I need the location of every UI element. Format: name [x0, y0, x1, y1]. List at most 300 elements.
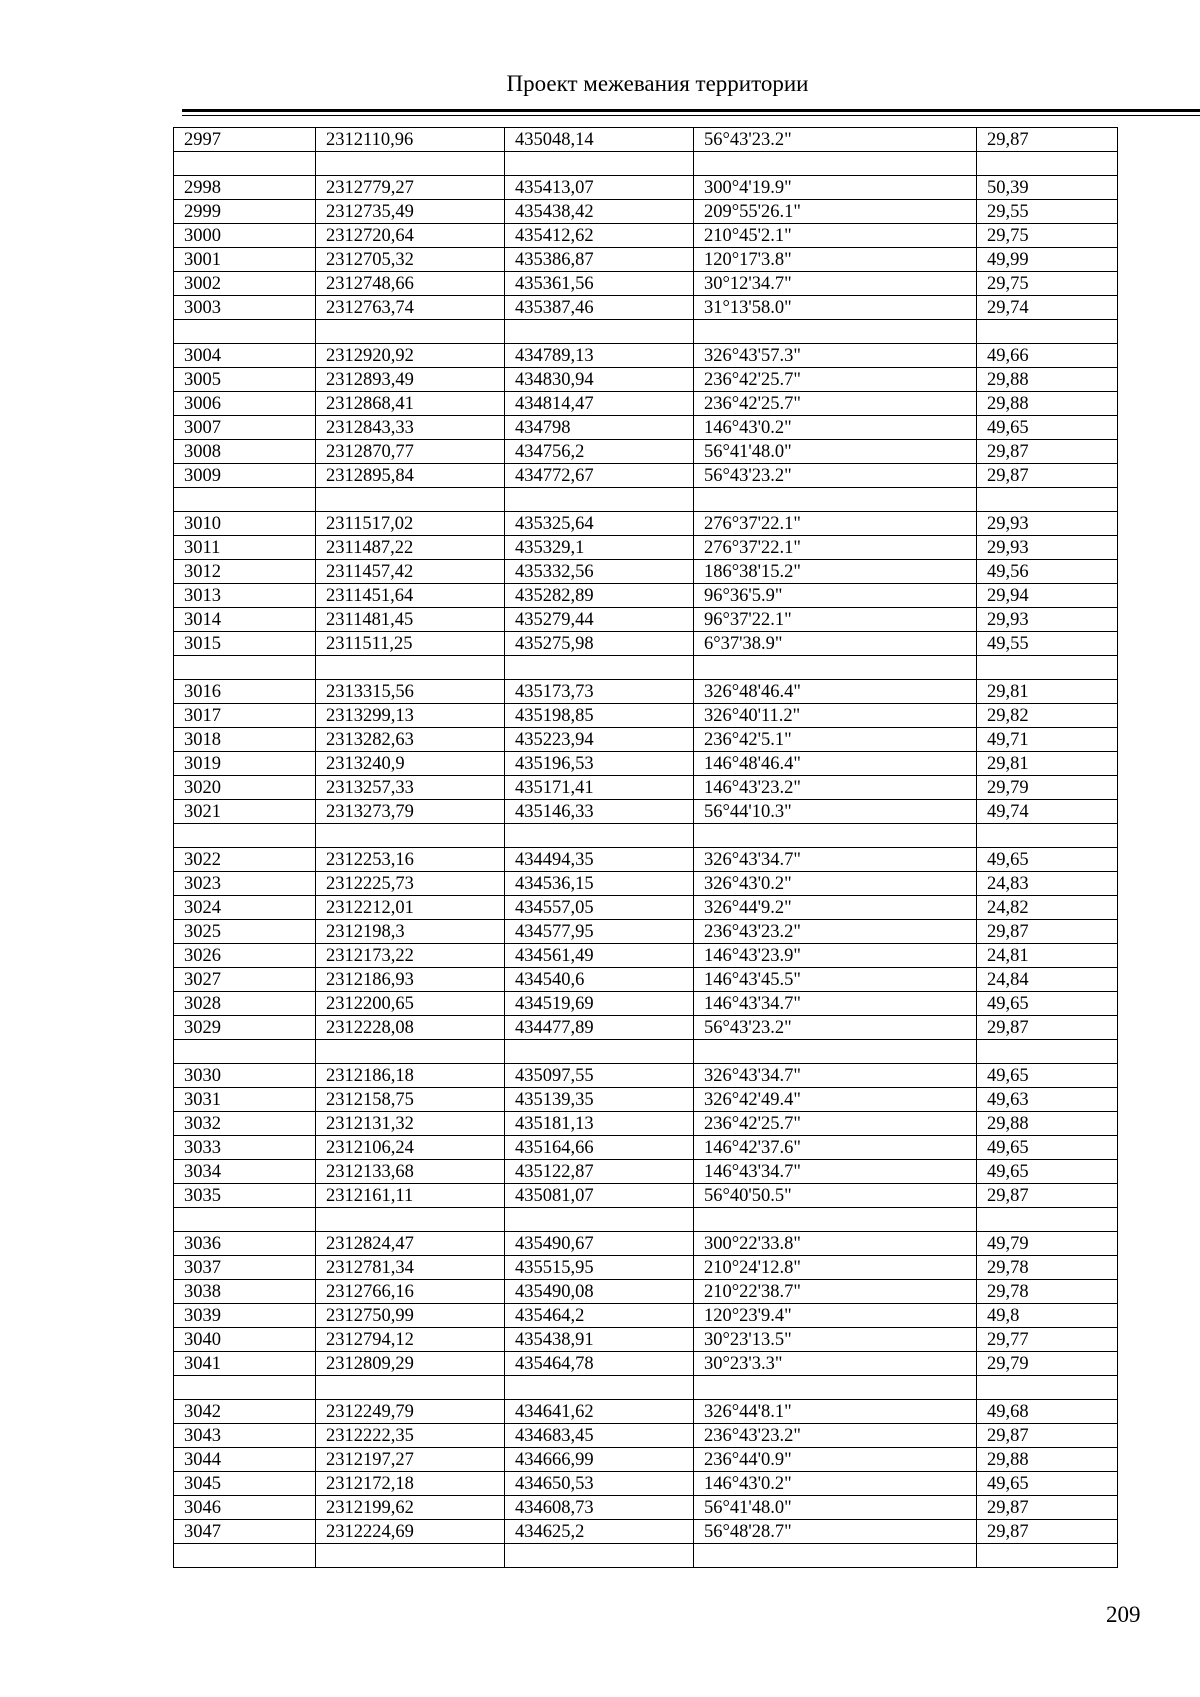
- x-coordinate-cell: 2313240,9: [316, 752, 505, 776]
- point-number-cell: 3025: [174, 920, 316, 944]
- bearing-cell: 146°43'45.5": [694, 968, 977, 992]
- y-coordinate-cell: 435146,33: [505, 800, 694, 824]
- point-number-cell: 3029: [174, 1016, 316, 1040]
- point-number-cell: 3037: [174, 1256, 316, 1280]
- distance-cell: [977, 824, 1118, 848]
- table-row: [174, 608, 1118, 632]
- x-coordinate-cell: 2312249,79: [316, 1400, 505, 1424]
- y-coordinate-cell: 435198,85: [505, 704, 694, 728]
- x-coordinate-cell: 2312172,18: [316, 1472, 505, 1496]
- bearing-cell: 120°23'9.4": [694, 1304, 977, 1328]
- x-coordinate-cell: 2312198,3: [316, 920, 505, 944]
- bearing-cell: 146°43'34.7": [694, 1160, 977, 1184]
- x-coordinate-cell: [316, 1544, 505, 1568]
- x-coordinate-cell: 2312750,99: [316, 1304, 505, 1328]
- y-coordinate-cell: 435048,14: [505, 128, 694, 152]
- x-coordinate-cell: 2312766,16: [316, 1280, 505, 1304]
- point-number-cell: 3041: [174, 1352, 316, 1376]
- table-separator-row: [174, 488, 1118, 512]
- point-number-cell: 3012: [174, 560, 316, 584]
- distance-cell: 29,79: [977, 776, 1118, 800]
- table-row: [174, 1280, 1118, 1304]
- distance-cell: 29,78: [977, 1256, 1118, 1280]
- distance-cell: 24,81: [977, 944, 1118, 968]
- x-coordinate-cell: 2311517,02: [316, 512, 505, 536]
- x-coordinate-cell: 2313257,33: [316, 776, 505, 800]
- table-separator-row: [174, 1040, 1118, 1064]
- table-row: [174, 1424, 1118, 1448]
- x-coordinate-cell: 2312158,75: [316, 1088, 505, 1112]
- bearing-cell: 300°22'33.8": [694, 1232, 977, 1256]
- bearing-cell: 326°43'0.2": [694, 872, 977, 896]
- table-row: [174, 128, 1118, 152]
- distance-cell: 49,65: [977, 1472, 1118, 1496]
- y-coordinate-cell: 435464,2: [505, 1304, 694, 1328]
- table-row: [174, 1496, 1118, 1520]
- table-row: [174, 1520, 1118, 1544]
- point-number-cell: [174, 488, 316, 512]
- bearing-cell: 236°42'25.7": [694, 392, 977, 416]
- point-number-cell: 3021: [174, 800, 316, 824]
- table-row: [174, 392, 1118, 416]
- bearing-cell: 146°43'0.2": [694, 416, 977, 440]
- y-coordinate-cell: 434608,73: [505, 1496, 694, 1520]
- y-coordinate-cell: 434814,47: [505, 392, 694, 416]
- table-row: [174, 776, 1118, 800]
- x-coordinate-cell: 2312186,18: [316, 1064, 505, 1088]
- distance-cell: 29,88: [977, 1448, 1118, 1472]
- distance-cell: 24,82: [977, 896, 1118, 920]
- bearing-cell: [694, 1544, 977, 1568]
- x-coordinate-cell: 2312197,27: [316, 1448, 505, 1472]
- bearing-cell: 56°40'50.5": [694, 1184, 977, 1208]
- table-row: [174, 296, 1118, 320]
- distance-cell: 29,88: [977, 392, 1118, 416]
- bearing-cell: 236°43'23.2": [694, 1424, 977, 1448]
- y-coordinate-cell: 434561,49: [505, 944, 694, 968]
- bearing-cell: 326°44'9.2": [694, 896, 977, 920]
- y-coordinate-cell: 434494,35: [505, 848, 694, 872]
- point-number-cell: 3020: [174, 776, 316, 800]
- y-coordinate-cell: [505, 488, 694, 512]
- bearing-cell: 56°41'48.0": [694, 440, 977, 464]
- point-number-cell: [174, 320, 316, 344]
- bearing-cell: 276°37'22.1": [694, 536, 977, 560]
- x-coordinate-cell: 2312843,33: [316, 416, 505, 440]
- distance-cell: 49,65: [977, 1136, 1118, 1160]
- y-coordinate-cell: 435122,87: [505, 1160, 694, 1184]
- page-number: 209: [1106, 1602, 1141, 1627]
- table-row: [174, 848, 1118, 872]
- bearing-cell: [694, 1208, 977, 1232]
- point-number-cell: 3031: [174, 1088, 316, 1112]
- point-number-cell: 3002: [174, 272, 316, 296]
- distance-cell: [977, 656, 1118, 680]
- y-coordinate-cell: 435413,07: [505, 176, 694, 200]
- distance-cell: 29,87: [977, 1016, 1118, 1040]
- point-number-cell: [174, 1208, 316, 1232]
- x-coordinate-cell: 2312161,11: [316, 1184, 505, 1208]
- distance-cell: [977, 1040, 1118, 1064]
- bearing-cell: 326°48'46.4": [694, 680, 977, 704]
- bearing-cell: [694, 320, 977, 344]
- bearing-cell: 236°42'5.1": [694, 728, 977, 752]
- x-coordinate-cell: 2312200,65: [316, 992, 505, 1016]
- y-coordinate-cell: 435325,64: [505, 512, 694, 536]
- point-number-cell: 3044: [174, 1448, 316, 1472]
- point-number-cell: 3043: [174, 1424, 316, 1448]
- coordinates-table: [173, 127, 1118, 1568]
- distance-cell: 49,71: [977, 728, 1118, 752]
- bearing-cell: 30°12'34.7": [694, 272, 977, 296]
- x-coordinate-cell: 2312779,27: [316, 176, 505, 200]
- distance-cell: 29,75: [977, 272, 1118, 296]
- point-number-cell: 3036: [174, 1232, 316, 1256]
- distance-cell: 29,74: [977, 296, 1118, 320]
- y-coordinate-cell: [505, 1376, 694, 1400]
- point-number-cell: 3003: [174, 296, 316, 320]
- bearing-cell: 146°43'23.9": [694, 944, 977, 968]
- table-separator-row: [174, 824, 1118, 848]
- point-number-cell: 3024: [174, 896, 316, 920]
- table-row: [174, 560, 1118, 584]
- x-coordinate-cell: [316, 488, 505, 512]
- y-coordinate-cell: 435490,67: [505, 1232, 694, 1256]
- distance-cell: 29,87: [977, 1424, 1118, 1448]
- x-coordinate-cell: 2312186,93: [316, 968, 505, 992]
- point-number-cell: 3008: [174, 440, 316, 464]
- table-row: [174, 536, 1118, 560]
- x-coordinate-cell: 2312781,34: [316, 1256, 505, 1280]
- distance-cell: 29,87: [977, 1496, 1118, 1520]
- x-coordinate-cell: 2312228,08: [316, 1016, 505, 1040]
- point-number-cell: 3011: [174, 536, 316, 560]
- distance-cell: 29,93: [977, 512, 1118, 536]
- table-row: [174, 704, 1118, 728]
- table-row: [174, 752, 1118, 776]
- x-coordinate-cell: [316, 1040, 505, 1064]
- bearing-cell: 326°44'8.1": [694, 1400, 977, 1424]
- table-row: [174, 680, 1118, 704]
- bearing-cell: 56°48'28.7": [694, 1520, 977, 1544]
- table-row: [174, 872, 1118, 896]
- bearing-cell: 326°42'49.4": [694, 1088, 977, 1112]
- y-coordinate-cell: 435171,41: [505, 776, 694, 800]
- distance-cell: 49,55: [977, 632, 1118, 656]
- point-number-cell: 3026: [174, 944, 316, 968]
- bearing-cell: 209°55'26.1": [694, 200, 977, 224]
- point-number-cell: 3006: [174, 392, 316, 416]
- y-coordinate-cell: 434789,13: [505, 344, 694, 368]
- y-coordinate-cell: 434650,53: [505, 1472, 694, 1496]
- y-coordinate-cell: 435515,95: [505, 1256, 694, 1280]
- bearing-cell: 236°44'0.9": [694, 1448, 977, 1472]
- x-coordinate-cell: [316, 824, 505, 848]
- point-number-cell: [174, 152, 316, 176]
- distance-cell: 49,74: [977, 800, 1118, 824]
- x-coordinate-cell: 2312735,49: [316, 200, 505, 224]
- y-coordinate-cell: 435196,53: [505, 752, 694, 776]
- distance-cell: 29,75: [977, 224, 1118, 248]
- table-row: [174, 1328, 1118, 1352]
- y-coordinate-cell: 434577,95: [505, 920, 694, 944]
- point-number-cell: 3016: [174, 680, 316, 704]
- x-coordinate-cell: [316, 152, 505, 176]
- y-coordinate-cell: [505, 824, 694, 848]
- x-coordinate-cell: 2312222,35: [316, 1424, 505, 1448]
- distance-cell: 29,79: [977, 1352, 1118, 1376]
- point-number-cell: [174, 1040, 316, 1064]
- bearing-cell: 326°40'11.2": [694, 704, 977, 728]
- bearing-cell: 146°48'46.4": [694, 752, 977, 776]
- table-row: [174, 920, 1118, 944]
- x-coordinate-cell: 2312895,84: [316, 464, 505, 488]
- table-row: [174, 224, 1118, 248]
- bearing-cell: 236°43'23.2": [694, 920, 977, 944]
- bearing-cell: [694, 1376, 977, 1400]
- bearing-cell: 236°42'25.7": [694, 1112, 977, 1136]
- point-number-cell: 3034: [174, 1160, 316, 1184]
- x-coordinate-cell: [316, 1376, 505, 1400]
- point-number-cell: 3045: [174, 1472, 316, 1496]
- page-header-title: Проект межевания территории: [506, 71, 809, 96]
- y-coordinate-cell: 434641,62: [505, 1400, 694, 1424]
- bearing-cell: 276°37'22.1": [694, 512, 977, 536]
- bearing-cell: 326°43'34.7": [694, 848, 977, 872]
- x-coordinate-cell: 2312920,92: [316, 344, 505, 368]
- point-number-cell: 3013: [174, 584, 316, 608]
- x-coordinate-cell: 2312748,66: [316, 272, 505, 296]
- y-coordinate-cell: 435275,98: [505, 632, 694, 656]
- distance-cell: [977, 320, 1118, 344]
- x-coordinate-cell: 2311457,42: [316, 560, 505, 584]
- bearing-cell: 210°45'2.1": [694, 224, 977, 248]
- x-coordinate-cell: 2312868,41: [316, 392, 505, 416]
- distance-cell: [977, 1208, 1118, 1232]
- y-coordinate-cell: [505, 320, 694, 344]
- point-number-cell: [174, 824, 316, 848]
- distance-cell: 49,8: [977, 1304, 1118, 1328]
- point-number-cell: 3046: [174, 1496, 316, 1520]
- x-coordinate-cell: 2312110,96: [316, 128, 505, 152]
- point-number-cell: 2998: [174, 176, 316, 200]
- table-row: [174, 944, 1118, 968]
- y-coordinate-cell: 435164,66: [505, 1136, 694, 1160]
- y-coordinate-cell: 434666,99: [505, 1448, 694, 1472]
- y-coordinate-cell: 435097,55: [505, 1064, 694, 1088]
- point-number-cell: 3014: [174, 608, 316, 632]
- table-row: [174, 1136, 1118, 1160]
- distance-cell: 49,66: [977, 344, 1118, 368]
- x-coordinate-cell: [316, 656, 505, 680]
- x-coordinate-cell: 2312133,68: [316, 1160, 505, 1184]
- table-row: [174, 416, 1118, 440]
- table-row: [174, 512, 1118, 536]
- table-separator-row: [174, 1208, 1118, 1232]
- distance-cell: 50,39: [977, 176, 1118, 200]
- table-row: [174, 176, 1118, 200]
- x-coordinate-cell: 2311481,45: [316, 608, 505, 632]
- bearing-cell: 236°42'25.7": [694, 368, 977, 392]
- table-row: [174, 968, 1118, 992]
- table-row: [174, 1352, 1118, 1376]
- bearing-cell: 146°43'34.7": [694, 992, 977, 1016]
- distance-cell: 29,77: [977, 1328, 1118, 1352]
- bearing-cell: 146°43'23.2": [694, 776, 977, 800]
- table-row: [174, 896, 1118, 920]
- x-coordinate-cell: [316, 320, 505, 344]
- y-coordinate-cell: 435173,73: [505, 680, 694, 704]
- table-row: [174, 1184, 1118, 1208]
- distance-cell: 29,78: [977, 1280, 1118, 1304]
- bearing-cell: 326°43'34.7": [694, 1064, 977, 1088]
- y-coordinate-cell: 434625,2: [505, 1520, 694, 1544]
- x-coordinate-cell: 2312763,74: [316, 296, 505, 320]
- table-row: [174, 1304, 1118, 1328]
- distance-cell: 49,63: [977, 1088, 1118, 1112]
- table-row: [174, 800, 1118, 824]
- point-number-cell: 3017: [174, 704, 316, 728]
- point-number-cell: 3035: [174, 1184, 316, 1208]
- y-coordinate-cell: [505, 1040, 694, 1064]
- distance-cell: 49,65: [977, 416, 1118, 440]
- y-coordinate-cell: 434683,45: [505, 1424, 694, 1448]
- x-coordinate-cell: 2312705,32: [316, 248, 505, 272]
- x-coordinate-cell: 2312173,22: [316, 944, 505, 968]
- y-coordinate-cell: 435387,46: [505, 296, 694, 320]
- x-coordinate-cell: 2312893,49: [316, 368, 505, 392]
- x-coordinate-cell: 2312253,16: [316, 848, 505, 872]
- x-coordinate-cell: 2312809,29: [316, 1352, 505, 1376]
- distance-cell: 29,87: [977, 1520, 1118, 1544]
- point-number-cell: 3010: [174, 512, 316, 536]
- distance-cell: 29,88: [977, 1112, 1118, 1136]
- table-separator-row: [174, 152, 1118, 176]
- distance-cell: 29,55: [977, 200, 1118, 224]
- y-coordinate-cell: 435464,78: [505, 1352, 694, 1376]
- point-number-cell: 3027: [174, 968, 316, 992]
- point-number-cell: 2997: [174, 128, 316, 152]
- distance-cell: 29,87: [977, 128, 1118, 152]
- distance-cell: 49,56: [977, 560, 1118, 584]
- x-coordinate-cell: 2311451,64: [316, 584, 505, 608]
- point-number-cell: 3040: [174, 1328, 316, 1352]
- bearing-cell: 56°41'48.0": [694, 1496, 977, 1520]
- distance-cell: 49,68: [977, 1400, 1118, 1424]
- x-coordinate-cell: [316, 1208, 505, 1232]
- table-row: [174, 440, 1118, 464]
- y-coordinate-cell: 434798: [505, 416, 694, 440]
- table-row: [174, 584, 1118, 608]
- table-row: [174, 1064, 1118, 1088]
- x-coordinate-cell: 2313273,79: [316, 800, 505, 824]
- bearing-cell: [694, 1040, 977, 1064]
- point-number-cell: [174, 656, 316, 680]
- y-coordinate-cell: 435386,87: [505, 248, 694, 272]
- point-number-cell: 3038: [174, 1280, 316, 1304]
- bearing-cell: 6°37'38.9": [694, 632, 977, 656]
- y-coordinate-cell: 435361,56: [505, 272, 694, 296]
- bearing-cell: 210°24'12.8": [694, 1256, 977, 1280]
- x-coordinate-cell: 2312720,64: [316, 224, 505, 248]
- x-coordinate-cell: 2313315,56: [316, 680, 505, 704]
- table-row: [174, 344, 1118, 368]
- x-coordinate-cell: 2312199,62: [316, 1496, 505, 1520]
- x-coordinate-cell: 2312224,69: [316, 1520, 505, 1544]
- y-coordinate-cell: 435438,91: [505, 1328, 694, 1352]
- distance-cell: 29,87: [977, 440, 1118, 464]
- header-rule-thin: [182, 115, 1200, 116]
- point-number-cell: 3000: [174, 224, 316, 248]
- distance-cell: [977, 488, 1118, 512]
- y-coordinate-cell: 434772,67: [505, 464, 694, 488]
- distance-cell: 49,79: [977, 1232, 1118, 1256]
- bearing-cell: 210°22'38.7": [694, 1280, 977, 1304]
- bearing-cell: 96°36'5.9": [694, 584, 977, 608]
- y-coordinate-cell: 434519,69: [505, 992, 694, 1016]
- x-coordinate-cell: 2311511,25: [316, 632, 505, 656]
- y-coordinate-cell: 435412,62: [505, 224, 694, 248]
- point-number-cell: 3022: [174, 848, 316, 872]
- y-coordinate-cell: 434536,15: [505, 872, 694, 896]
- bearing-cell: 186°38'15.2": [694, 560, 977, 584]
- table-row: [174, 1400, 1118, 1424]
- distance-cell: 49,65: [977, 848, 1118, 872]
- bearing-cell: 30°23'13.5": [694, 1328, 977, 1352]
- distance-cell: [977, 152, 1118, 176]
- table-row: [174, 1472, 1118, 1496]
- distance-cell: [977, 1544, 1118, 1568]
- x-coordinate-cell: 2312106,24: [316, 1136, 505, 1160]
- y-coordinate-cell: 435279,44: [505, 608, 694, 632]
- point-number-cell: [174, 1376, 316, 1400]
- bearing-cell: 31°13'58.0": [694, 296, 977, 320]
- table-row: [174, 248, 1118, 272]
- table-separator-row: [174, 1376, 1118, 1400]
- distance-cell: 49,65: [977, 1064, 1118, 1088]
- y-coordinate-cell: 435329,1: [505, 536, 694, 560]
- y-coordinate-cell: 435081,07: [505, 1184, 694, 1208]
- point-number-cell: 3001: [174, 248, 316, 272]
- distance-cell: 29,87: [977, 464, 1118, 488]
- point-number-cell: 3004: [174, 344, 316, 368]
- table-row: [174, 1088, 1118, 1112]
- x-coordinate-cell: 2311487,22: [316, 536, 505, 560]
- point-number-cell: 3019: [174, 752, 316, 776]
- point-number-cell: 3030: [174, 1064, 316, 1088]
- table-separator-row: [174, 320, 1118, 344]
- table-separator-row: [174, 656, 1118, 680]
- table-row: [174, 200, 1118, 224]
- point-number-cell: 3015: [174, 632, 316, 656]
- bearing-cell: [694, 488, 977, 512]
- y-coordinate-cell: 434830,94: [505, 368, 694, 392]
- table-row: [174, 728, 1118, 752]
- bearing-cell: 300°4'19.9": [694, 176, 977, 200]
- table-row: [174, 632, 1118, 656]
- y-coordinate-cell: 434557,05: [505, 896, 694, 920]
- table-row: [174, 1232, 1118, 1256]
- y-coordinate-cell: [505, 656, 694, 680]
- y-coordinate-cell: 434540,6: [505, 968, 694, 992]
- bearing-cell: 56°43'23.2": [694, 464, 977, 488]
- x-coordinate-cell: 2312225,73: [316, 872, 505, 896]
- x-coordinate-cell: 2312131,32: [316, 1112, 505, 1136]
- distance-cell: 29,82: [977, 704, 1118, 728]
- bearing-cell: 30°23'3.3": [694, 1352, 977, 1376]
- x-coordinate-cell: 2313282,63: [316, 728, 505, 752]
- x-coordinate-cell: 2313299,13: [316, 704, 505, 728]
